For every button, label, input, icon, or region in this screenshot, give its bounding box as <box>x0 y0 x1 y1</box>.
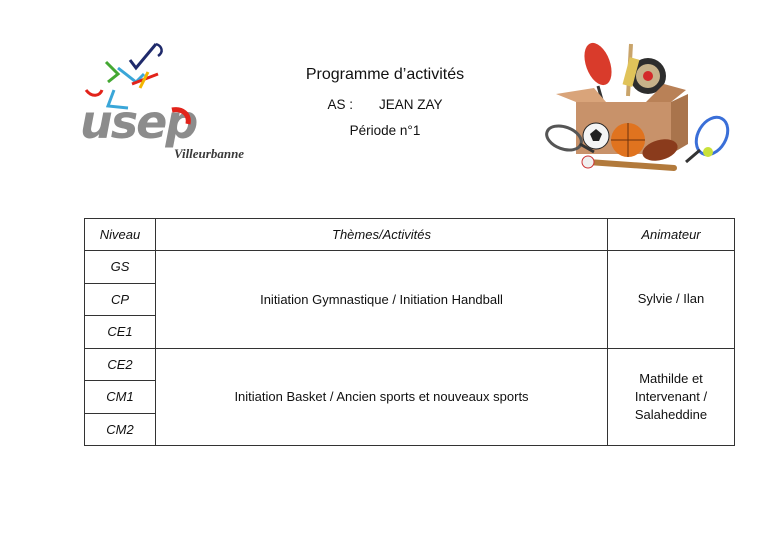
as-value: JEAN ZAY <box>379 97 443 112</box>
activites-cell: Initiation Basket / Ancien sports et nouveaux sports <box>156 348 608 446</box>
niveau-cell: CM2 <box>85 413 156 446</box>
sports-box-illustration <box>536 36 736 176</box>
table-row <box>85 251 735 284</box>
animateur-line: Mathilde et <box>639 370 703 386</box>
usep-logo <box>78 38 253 163</box>
activites-cell: Initiation Gymnastique / Initiation Handball <box>156 251 608 349</box>
niveau-cell: CM1 <box>85 381 156 414</box>
animateur-cell <box>608 251 735 349</box>
svg-text:Villeurbanne: Villeurbanne <box>174 146 245 161</box>
header-animateur: Animateur <box>608 219 735 251</box>
activities-table <box>84 218 735 446</box>
niveau-cell: CE2 <box>85 348 156 381</box>
as-line <box>230 97 540 112</box>
niveau-cell: CP <box>85 283 156 316</box>
periode-label: Période n°1 <box>349 123 421 138</box>
niveau-cell: CE1 <box>85 316 156 349</box>
page-title: Programme d’activités <box>305 66 465 83</box>
header-niveau: Niveau <box>85 219 156 251</box>
table-header-row <box>85 219 735 251</box>
header-themes: Thèmes/Activités <box>156 219 608 251</box>
animateur-cell <box>608 348 735 446</box>
animateur-line: Salaheddine <box>634 406 708 422</box>
animateur-line: Sylvie / Ilan <box>637 291 705 307</box>
as-label: AS : <box>327 97 353 112</box>
animateur-line: Intervenant / <box>634 388 708 404</box>
niveau-cell: GS <box>85 251 156 284</box>
svg-text:usep: usep <box>80 95 197 149</box>
table-row <box>85 348 735 381</box>
